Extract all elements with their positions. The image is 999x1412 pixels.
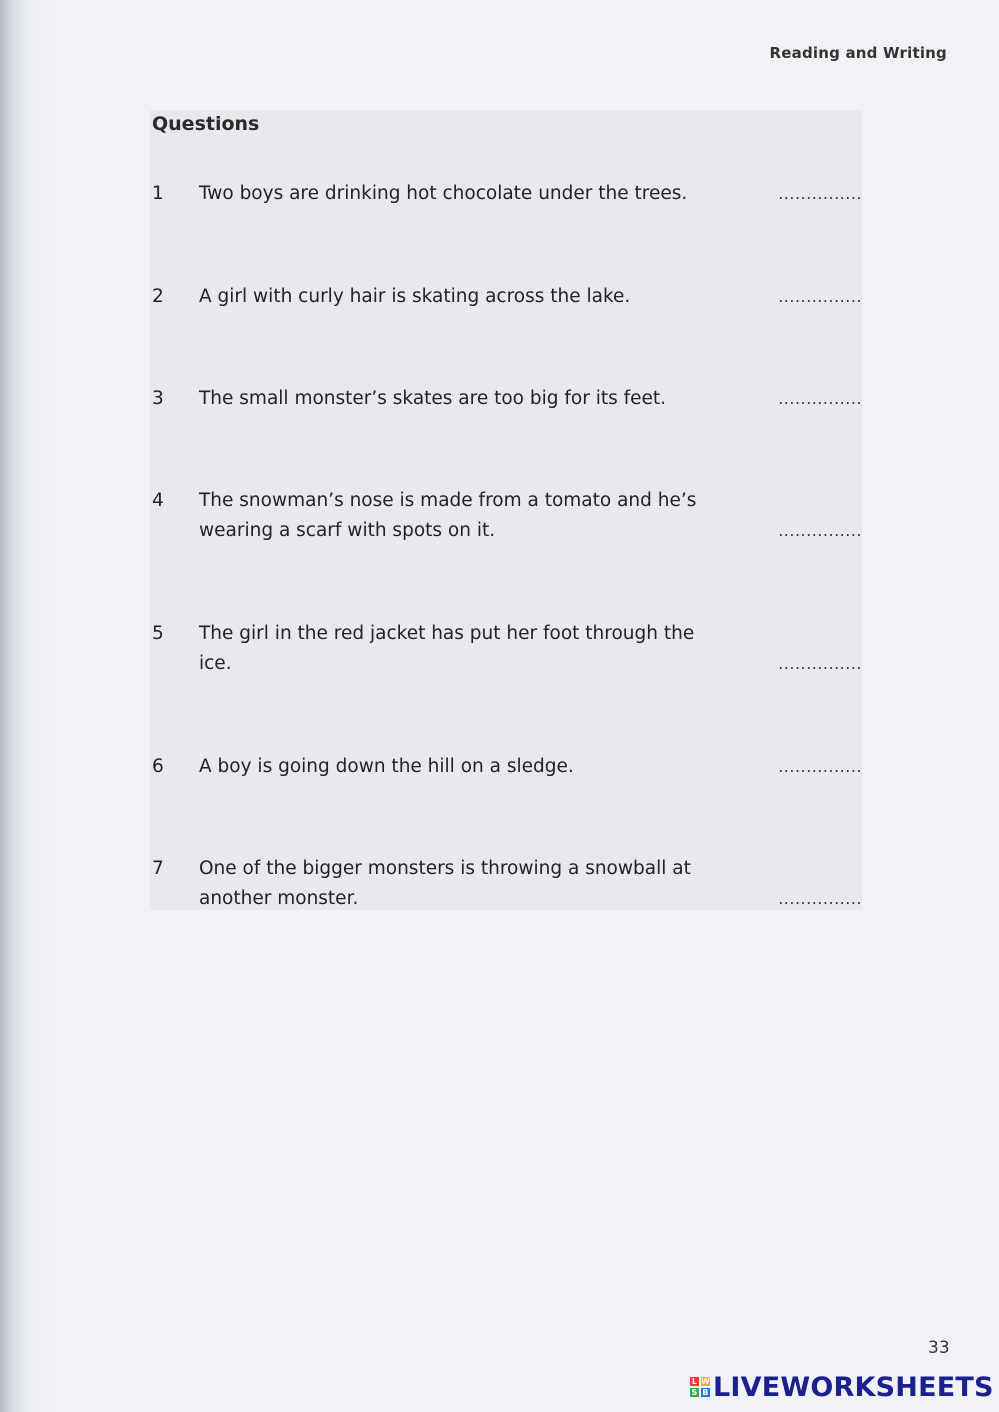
question-text: The girl in the red jacket has put her foot through the ice. bbox=[199, 623, 695, 674]
liveworksheets-logo-icon: L W S B bbox=[691, 1377, 711, 1397]
question-number: 2 bbox=[152, 286, 164, 307]
question-text: The small monster’s skates are too big for its feet. bbox=[199, 388, 667, 409]
watermark-text: LIVEWORKSHEETS bbox=[713, 1371, 994, 1403]
question-6 bbox=[152, 752, 862, 782]
question-7 bbox=[152, 854, 862, 914]
answer-line[interactable]: ............... bbox=[778, 389, 862, 408]
question-1 bbox=[152, 179, 862, 209]
question-number: 4 bbox=[152, 490, 164, 511]
answer-line[interactable]: ............... bbox=[778, 889, 862, 908]
answer-line[interactable]: ............... bbox=[778, 654, 862, 673]
answer-line[interactable]: ............... bbox=[778, 521, 862, 540]
question-number: 6 bbox=[152, 756, 164, 777]
question-number: 1 bbox=[152, 183, 164, 204]
question-text: A boy is going down the hill on a sledge. bbox=[199, 756, 574, 777]
questions-title: Questions bbox=[152, 113, 260, 135]
question-number: 3 bbox=[152, 388, 164, 409]
section-header: Reading and Writing bbox=[769, 44, 947, 62]
question-text: One of the bigger monsters is throwing a snowball at another monster. bbox=[199, 858, 691, 909]
question-3 bbox=[152, 384, 862, 414]
question-number: 5 bbox=[152, 623, 164, 644]
question-4 bbox=[152, 486, 862, 546]
question-number: 7 bbox=[152, 858, 164, 879]
question-text: Two boys are drinking hot chocolate under the trees. bbox=[199, 183, 688, 204]
answer-line[interactable]: ............... bbox=[778, 287, 862, 306]
question-2 bbox=[152, 282, 862, 312]
page-number: 33 bbox=[928, 1338, 950, 1358]
question-5 bbox=[152, 619, 862, 679]
question-text: A girl with curly hair is skating across the lake. bbox=[199, 286, 631, 307]
answer-line[interactable]: ............... bbox=[778, 184, 862, 203]
answer-line[interactable]: ............... bbox=[778, 757, 862, 776]
liveworksheets-watermark bbox=[690, 1370, 994, 1404]
question-text: The snowman’s nose is made from a tomato and he’s wearing a scarf with spots on it. bbox=[199, 490, 697, 541]
